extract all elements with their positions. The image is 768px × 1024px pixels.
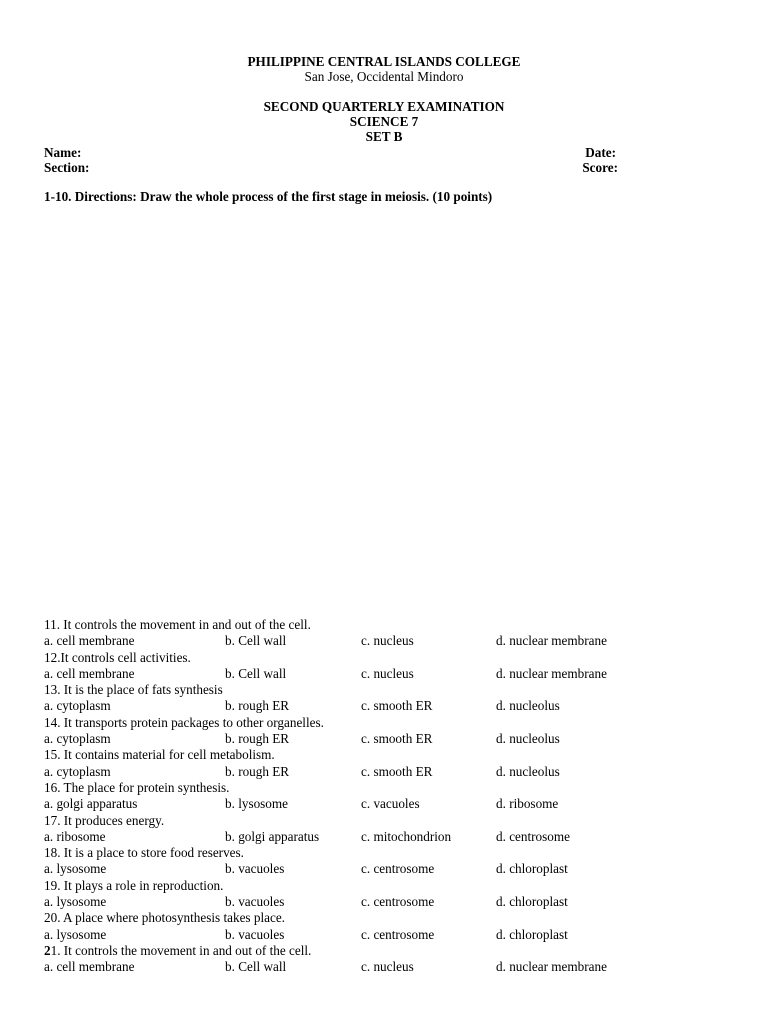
option-c: c. centrosome [361,861,435,877]
option-c: c. mitochondrion [361,828,452,844]
option-d: d. nucleolus [496,731,560,747]
option-d: d. nuclear membrane [496,633,607,649]
option-a: a. lysosome [44,926,107,942]
option-b: b. golgi apparatus [225,828,320,844]
option-b: b. Cell wall [225,959,287,975]
question-stem: 11. It controls the movement in and out of the cell. [44,617,311,632]
option-d: d. ribosome [496,796,559,812]
option-b: b. Cell wall [225,665,287,681]
option-c: c. nucleus [361,665,414,681]
option-c: c. smooth ER [361,763,433,779]
question-options [44,894,684,910]
option-b: b. Cell wall [225,633,287,649]
question-options [44,698,684,714]
option-b: b. rough ER [225,763,290,779]
option-d: d. chloroplast [496,894,568,910]
school-address: San Jose, Occidental Mindoro [304,69,464,84]
directions: 1-10. Directions: Draw the whole process of the first stage in meiosis. (10 points) [44,189,493,204]
option-b: b. lysosome [225,796,289,812]
question-options [44,731,684,747]
question-stem: 19. It plays a role in reproduction. [44,877,224,893]
section-label: Section: [44,160,90,175]
option-d: d. nucleolus [496,698,560,714]
question-options [44,927,684,943]
question-options [44,764,684,780]
option-a: a. cell membrane [44,959,135,975]
question-stem [44,943,684,959]
option-d: d. nuclear membrane [496,959,607,975]
exam-subject: SCIENCE 7 [349,114,419,129]
option-d: d. chloroplast [496,861,568,877]
option-c: c. centrosome [361,894,435,910]
question-options [44,829,684,845]
option-c: c. vacuoles [361,796,420,812]
option-a: a. lysosome [44,861,107,877]
option-a: a. cell membrane [44,665,135,681]
option-c: c. centrosome [361,926,435,942]
question-options [44,633,684,649]
option-a: a. golgi apparatus [44,796,138,812]
date-label: Date: [585,145,616,160]
option-a: a. cell membrane [44,633,135,649]
option-b: b. rough ER [225,731,290,747]
question-list [44,617,684,976]
option-b: b. vacuoles [225,894,285,910]
question-stem: 18. It is a place to store food reserves. [44,845,244,861]
option-a: a. cytoplasm [44,731,111,747]
option-b: b. vacuoles [225,926,285,942]
question-stem: 16. The place for protein synthesis. [44,779,230,795]
question-stem: 20. A place where photosynthesis takes place. [44,910,285,926]
option-d: d. centrosome [496,828,570,844]
question-stem-text: 1. It controls the movement in and out of the cell. [50,942,312,958]
option-d: d. chloroplast [496,926,568,942]
option-c: c. nucleus [361,959,414,975]
question-options [44,666,684,682]
option-a: a. cytoplasm [44,763,111,779]
option-c: c. smooth ER [361,698,433,714]
option-d: d. nucleolus [496,763,560,779]
option-b: b. rough ER [225,698,290,714]
name-label: Name: [44,145,82,160]
question-stem: 13. It is the place of fats synthesis [44,682,223,698]
option-c: c. nucleus [361,633,414,649]
question-options [44,796,684,812]
school-name: PHILIPPINE CENTRAL ISLANDS COLLEGE [247,54,521,69]
option-a: a. ribosome [44,828,106,844]
question-stem: 17. It produces energy. [44,812,165,828]
exam-title: SECOND QUARTERLY EXAMINATION [263,99,505,114]
question-stem: 14. It transports protein packages to other organelles. [44,714,324,730]
score-label: Score: [582,160,618,175]
option-a: a. lysosome [44,894,107,910]
question-stem: 12.It controls cell activities. [44,649,191,665]
option-c: c. smooth ER [361,731,433,747]
question-options [44,861,684,877]
option-a: a. cytoplasm [44,698,111,714]
question-number-bold: 2 [44,942,51,958]
exam-set: SET B [365,129,403,144]
option-d: d. nuclear membrane [496,665,607,681]
question-stem: 15. It contains material for cell metabolism. [44,747,275,763]
question-options [44,959,684,975]
option-b: b. vacuoles [225,861,285,877]
